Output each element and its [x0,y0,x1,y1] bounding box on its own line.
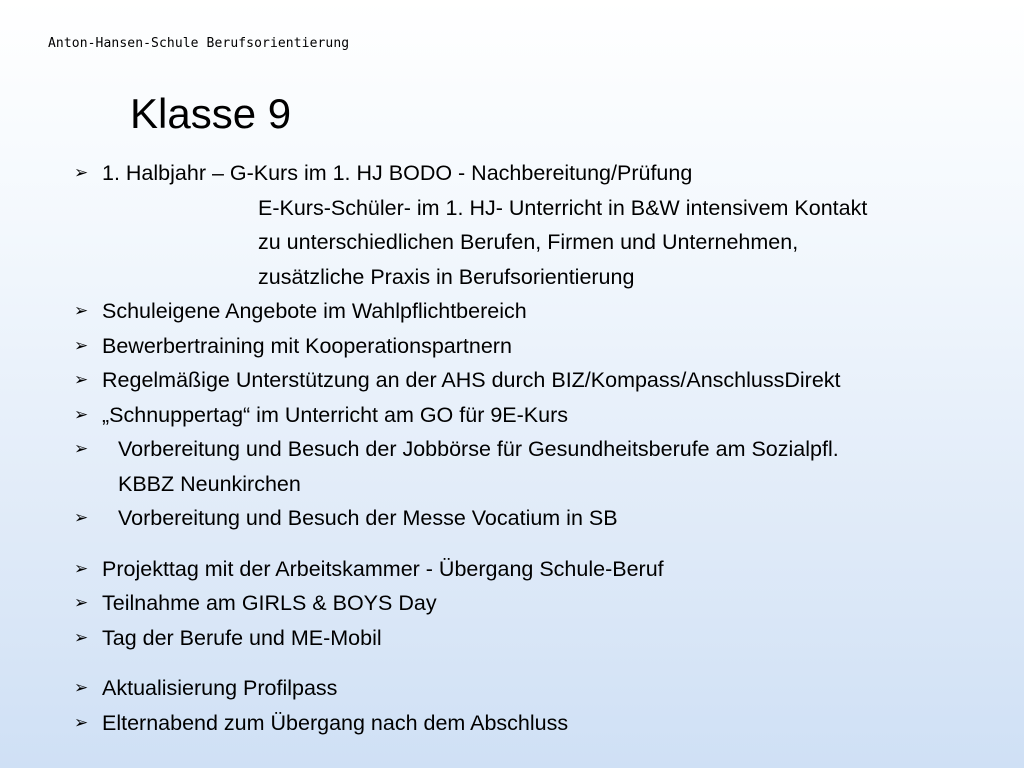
list-item-continuation: zusätzliche Praxis in Berufsorientierung [258,264,635,289]
list-item-text: Bewerbertraining mit Kooperationspartnern [102,333,512,358]
arrow-bullet-icon: ➢ [74,627,89,647]
list-item-halbjahr [74,156,1004,191]
arrow-bullet-icon: ➢ [74,712,89,732]
list-item-vocatium [74,501,1004,536]
arrow-bullet-icon: ➢ [74,404,89,424]
list-item-tag-der-berufe [74,621,1004,656]
list-item-text: Elternabend zum Übergang nach dem Abschluss [102,710,569,735]
list-item-bewerbertraining [74,329,1004,364]
list-item-text: Aktualisierung Profilpass [102,676,338,700]
list-item-text: Tag der Berufe und ME-Mobil [102,625,382,650]
arrow-bullet-icon: ➢ [74,163,89,182]
list-item-text: Regelmäßige Unterstützung an der AHS durch BIZ/Kompass/AnschlussDirekt [102,368,841,392]
bullet-list [74,156,1004,740]
list-item-text: Projekttag mit der Arbeitskammer - Übergang Schule-Beruf [102,556,664,581]
arrow-bullet-icon: ➢ [74,558,89,578]
arrow-bullet-icon: ➢ [74,370,89,389]
arrow-bullet-icon: ➢ [74,593,89,612]
list-item-wahlpflicht [74,294,1004,329]
list-item-text: Teilnahme am GIRLS & BOYS Day [102,591,437,615]
list-item-text: „Schnuppertag“ im Unterricht am GO für 9E-Kurs [102,402,568,427]
list-item-projekttag [74,552,1004,587]
list-item-jobboerse [74,432,1004,467]
spacer [74,655,1004,671]
school-header: Anton-Hansen-Schule Berufsorientierung [48,36,350,51]
arrow-bullet-icon: ➢ [74,301,89,320]
list-item-profilpass [74,671,1004,706]
list-item-continuation: E-Kurs-Schüler- im 1. HJ- Unterricht in B&W intensivem Kontakt [258,195,868,220]
list-item-text: 1. Halbjahr – G-Kurs im 1. HJ BODO - Nachbereitung/Prüfung [102,161,693,185]
slide-title: Klasse 9 [130,90,292,137]
arrow-bullet-icon: ➢ [74,439,89,458]
list-item-text: Vorbereitung und Besuch der Messe Vocatium in SB [118,506,618,530]
list-item-elternabend [74,706,1004,741]
arrow-bullet-icon: ➢ [74,508,89,527]
list-item-schnuppertag [74,398,1004,433]
spacer [74,536,1004,552]
list-item-continuation: KBBZ Neunkirchen [118,471,301,496]
list-item-text: Schuleigene Angebote im Wahlpflichtbereich [102,299,527,323]
list-item-girls-boys-day [74,586,1004,621]
arrow-bullet-icon: ➢ [74,335,89,355]
list-item-continuation: zu unterschiedlichen Berufen, Firmen und Unternehmen, [258,230,799,254]
list-item-unterstuetzung [74,363,1004,398]
arrow-bullet-icon: ➢ [74,678,89,697]
list-item-text: Vorbereitung und Besuch der Jobbörse für Gesundheitsberufe am Sozialpfl. [118,437,839,461]
